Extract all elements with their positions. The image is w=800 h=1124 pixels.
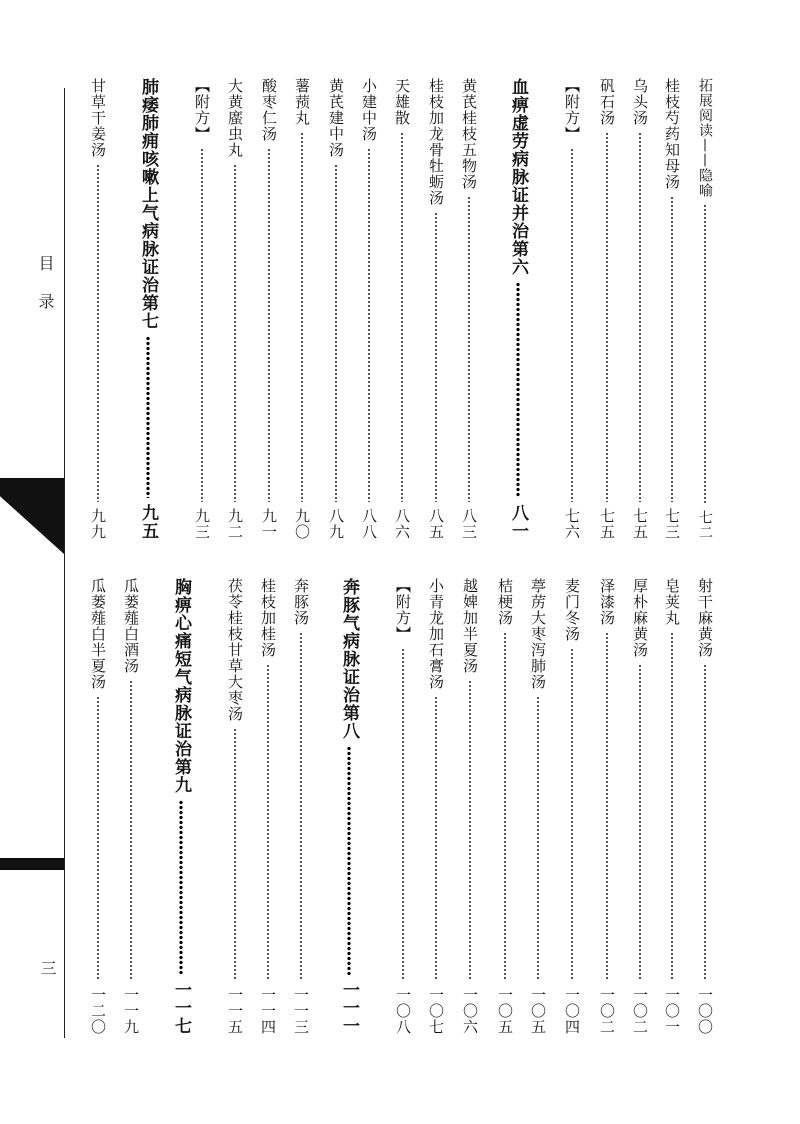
toc-entry-title: 【附方】 [563,78,581,142]
toc-entry[interactable] [454,78,484,540]
toc-entry[interactable] [557,78,587,540]
toc-entry-page: 八八 [360,508,378,540]
leader-dots [220,164,250,502]
section-label: 目录 [36,255,55,331]
toc-chapter[interactable] [166,578,196,1035]
toc-entry[interactable] [690,78,720,540]
thumb-tab-bar [0,858,64,870]
toc-chapter-title: 胸痹心痛短气病脉证治第九 [171,578,191,794]
toc-entry-page: 九〇 [293,508,311,540]
leader-dots [657,196,687,502]
toc-entry-page: 一〇六 [461,987,479,1035]
toc-entry-page: 八六 [393,508,411,540]
toc-entry[interactable] [625,78,655,540]
leader-dots [592,132,622,502]
toc-entry-title: 越婢加半夏汤 [461,578,479,674]
toc-entry-page: 九九 [89,508,107,540]
toc-entry-title: 桔梗汤 [496,578,514,626]
toc-entry[interactable] [490,578,520,1035]
toc-entry-title: 桂枝芍药知母汤 [663,78,681,190]
leader-dots [321,164,351,502]
leader-dots [354,148,384,502]
thumb-tab-wedge [0,478,64,554]
toc-entry[interactable] [83,78,113,540]
toc-chapter-page: 九五 [138,504,158,540]
leader-dots [133,336,163,498]
toc-entry[interactable] [220,578,250,1035]
toc-entry[interactable] [286,578,316,1035]
toc-entry-page: 八九 [327,508,345,540]
toc-entry[interactable] [557,578,587,1035]
toc-entry[interactable] [657,578,687,1035]
toc-entry[interactable] [220,78,250,540]
leader-dots [387,132,417,502]
toc-entry-page: 九二 [226,508,244,540]
toc-entry-title: 【附方】 [394,578,412,642]
margin-rule [64,88,65,1038]
toc-entry[interactable] [187,78,217,540]
toc-entry-title: 小青龙加石膏汤 [427,578,445,690]
leader-dots [220,728,250,981]
toc-chapter[interactable] [334,578,364,1035]
toc-entry-page: 九一 [260,508,278,540]
toc-entry-page: 一〇五 [529,987,547,1035]
toc-entry-page: 一一四 [259,987,277,1035]
leader-dots [454,196,484,502]
toc-entry-title: 【附方】 [193,78,211,142]
toc-entry-title: 酸枣仁汤 [260,78,278,142]
toc-chapter-title: 奔豚气病脉证治第八 [339,578,359,740]
leader-dots [287,132,317,502]
toc-entry-title: 桂枝加龙骨牡蛎汤 [427,78,445,206]
toc-chapter-title: 肺痿肺痈咳嗽上气病脉证治第七 [138,78,158,330]
toc-entry-page: 八三 [460,508,478,540]
toc-entry-page: 八五 [427,508,445,540]
toc-entry-title: 瓜蒌薤白酒汤 [122,578,140,674]
toc-entry-page: 一一五 [226,987,244,1035]
toc-entry-title: 射干麻黄汤 [696,578,714,658]
leader-dots [421,212,451,502]
toc-entry[interactable] [254,78,284,540]
toc-entry-title: 厚朴麻黄汤 [631,578,649,658]
toc-entry-page: 七六 [563,508,581,540]
toc-entry-page: 一〇二 [631,987,649,1035]
toc-entry-page: 一〇二 [598,987,616,1035]
toc-entry-page: 一〇〇 [696,987,714,1035]
toc-entry[interactable] [387,78,417,540]
toc-entry[interactable] [523,578,553,1035]
leader-dots [334,746,364,975]
toc-entry-title: 葶苈大枣泻肺汤 [529,578,547,690]
leader-dots [83,696,113,981]
leader-dots [557,148,587,502]
toc-entry-page: 一〇七 [427,987,445,1035]
toc-entry-page: 一〇四 [563,987,581,1035]
leader-dots [388,648,418,981]
toc-entry[interactable] [83,578,113,1035]
leader-dots [503,282,533,498]
leader-dots [690,664,720,981]
toc-entry[interactable] [625,578,655,1035]
toc-entry[interactable] [592,78,622,540]
toc-entry-page: 一〇五 [496,987,514,1035]
toc-entry[interactable] [690,578,720,1035]
toc-chapter-page: 八一 [508,504,528,540]
toc-chapter[interactable] [503,78,533,540]
toc-entry-title: 瓜蒌薤白半夏汤 [89,578,107,690]
toc-entry-title: 拓展阅读——隐喻 [697,78,713,198]
toc-entry-page: 七二 [697,510,713,540]
leader-dots [254,148,284,502]
leader-dots [625,132,655,502]
toc-entry-title: 天雄散 [393,78,411,126]
leader-dots [657,632,687,981]
toc-entry-title: 乌头汤 [631,78,649,126]
toc-entry-page: 七五 [598,508,616,540]
toc-entry-title: 麦门冬汤 [563,578,581,642]
toc-entry-page: 七三 [663,508,681,540]
toc-entry-title: 皂荚丸 [663,578,681,626]
leader-dots [253,664,283,981]
leader-dots [83,164,113,502]
leader-dots [523,696,553,981]
leader-dots [592,632,622,981]
leader-dots [187,148,217,502]
leader-dots [116,680,146,981]
toc-entry[interactable] [253,578,283,1035]
toc-entry-title: 奔豚汤 [292,578,310,626]
toc-entry-title: 泽漆汤 [598,578,616,626]
toc-entry[interactable] [421,578,451,1035]
toc-entry-page: 七五 [631,508,649,540]
toc-entry-title: 大黄䗪虫丸 [226,78,244,158]
toc-entry[interactable] [116,578,146,1035]
toc-chapter-title: 血痹虚劳病脉证并治第六 [508,78,528,276]
toc-entry[interactable] [455,578,485,1035]
toc-entry-page: 一一九 [122,987,140,1035]
leader-dots [455,680,485,981]
page-number: 三 [38,960,57,976]
toc-entry-title: 甘草干姜汤 [89,78,107,158]
toc-entry[interactable] [321,78,351,540]
toc-entry[interactable] [287,78,317,540]
toc-entry-page: 九三 [193,508,211,540]
toc-entry-title: 黄芪建中汤 [327,78,345,158]
leader-dots [286,632,316,981]
leader-dots [490,632,520,981]
leader-dots [166,800,196,975]
toc-entry-title: 黄芪桂枝五物汤 [460,78,478,190]
toc-entry-title: 茯苓桂枝甘草大枣汤 [226,578,244,722]
toc-entry-title: 薯蓣丸 [293,78,311,126]
toc-entry-page: 一二〇 [89,987,107,1035]
toc-chapter-page: 一一七 [171,981,191,1035]
toc-entry[interactable] [592,578,622,1035]
toc-entry-page: 一一三 [292,987,310,1035]
toc-entry-title: 小建中汤 [360,78,378,142]
toc-entry[interactable] [354,78,384,540]
toc-chapter-page: 一一一 [339,981,359,1035]
toc-entry-title: 矾石汤 [598,78,616,126]
leader-dots [690,204,720,504]
toc-entry[interactable] [657,78,687,540]
toc-entry[interactable] [421,78,451,540]
toc-chapter[interactable] [133,78,163,540]
toc-entry-page: 一〇一 [663,987,681,1035]
toc-entry[interactable] [388,578,418,1035]
leader-dots [421,696,451,981]
toc-entry-title: 桂枝加桂汤 [259,578,277,658]
leader-dots [625,664,655,981]
leader-dots [557,648,587,981]
toc-entry-page: 一〇八 [394,987,412,1035]
